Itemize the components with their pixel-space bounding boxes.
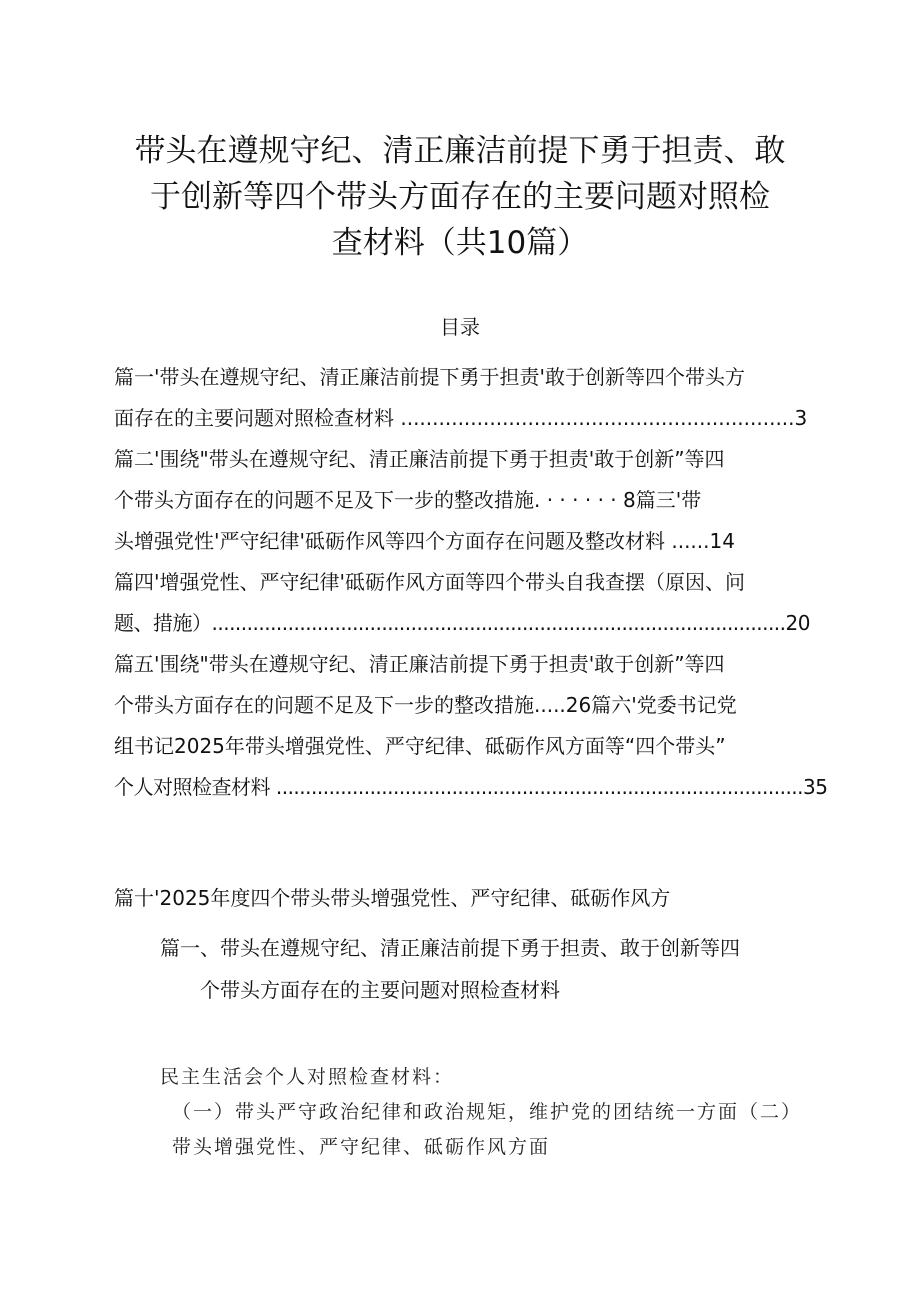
section-heading-line: 个带头方面存在的主要问题对照检查材料 bbox=[200, 978, 560, 1002]
section-heading-line: 篇一、带头在遵规守纪、清正廉洁前提下勇于担责、敢于创新等四 bbox=[160, 936, 740, 960]
title-line: 查材料（共10篇） bbox=[331, 225, 589, 261]
section-heading bbox=[160, 927, 840, 1011]
body-line: 民主生活会个人对照检查材料： bbox=[160, 1066, 455, 1088]
toc-line[interactable]: 题、措施）..................................................................................................20 bbox=[114, 611, 810, 635]
table-of-contents bbox=[114, 357, 832, 808]
toc-line[interactable]: 个带头方面存在的问题不足及下一步的整改措施. · · · · · · 8篇三'带 bbox=[114, 488, 702, 512]
body-line: （一）带头严守政治纪律和政治规矩，维护党的团结统一方面（二） bbox=[172, 1101, 803, 1123]
toc-line[interactable]: 篇五'围绕"带头在遵规守纪、清正廉洁前提下勇于担责'敢于创新”等四 bbox=[114, 652, 725, 676]
toc-line-last[interactable]: 篇十'2025年度四个带头带头增强党性、严守纪律、砥砺作风方 bbox=[114, 886, 671, 910]
toc-line[interactable]: 篇一'带头在遵规守纪、清正廉洁前提下勇于担责'敢于创新等四个带头方 bbox=[114, 365, 745, 389]
toc-line[interactable]: 头增强党性'严守纪律'砥砺作风等四个方面存在问题及整改材料 ......14 bbox=[114, 529, 735, 553]
toc-heading: 目录 bbox=[440, 315, 480, 339]
title-line: 带头在遵规守纪、清正廉洁前提下勇于担责、敢 bbox=[134, 133, 786, 169]
toc-line[interactable]: 个带头方面存在的问题不足及下一步的整改措施.....26篇六'党委书记党 bbox=[114, 693, 737, 717]
toc-line[interactable]: 个人对照检查材料 ..........................................................................................35 bbox=[114, 775, 828, 799]
document-title bbox=[100, 128, 820, 266]
body-text bbox=[160, 1060, 840, 1165]
toc-line[interactable]: 篇二'围绕"带头在遵规守纪、清正廉洁前提下勇于担责'敢于创新”等四 bbox=[114, 447, 725, 471]
toc-line[interactable]: 组书记2025年带头增强党性、严守纪律、砥砺作风方面等“四个带头” bbox=[114, 734, 726, 758]
title-line: 于创新等四个带头方面存在的主要问题对照检 bbox=[150, 179, 770, 215]
body-line: 带头增强党性、严守纪律、砥砺作风方面 bbox=[172, 1136, 551, 1158]
toc-line[interactable]: 篇四'增强党性、严守纪律'砥砺作风方面等四个带头自我查摆（原因、问 bbox=[114, 570, 745, 594]
toc-line[interactable]: 面存在的主要问题对照检查材料 ..............................................................3 bbox=[114, 406, 808, 430]
